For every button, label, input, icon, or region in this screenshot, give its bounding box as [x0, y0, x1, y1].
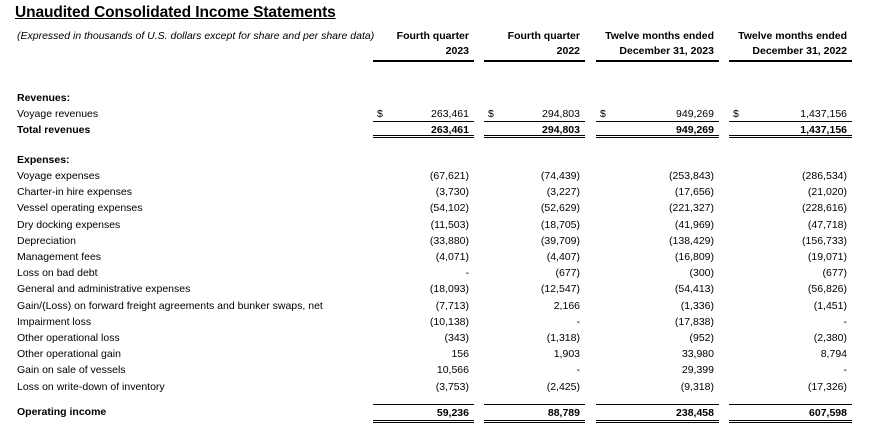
- table-row: [0, 314, 882, 330]
- value-cell: (3,227): [546, 186, 580, 199]
- value-cell: (19,071): [807, 251, 847, 263]
- row-label: Total revenues: [17, 124, 91, 136]
- value-cell: (2,380): [813, 332, 847, 344]
- value-cell: 59,236: [373, 404, 474, 423]
- value-cell: [484, 106, 585, 122]
- value-cell: -: [576, 315, 580, 328]
- value-cell: (228,616): [802, 202, 847, 215]
- value-cell: -: [576, 364, 580, 377]
- value-cell: 238,458: [596, 404, 719, 423]
- statement-subtitle: (Expressed in thousands of U.S. dollars except for share and per share data): [17, 30, 375, 42]
- expenses-section-header: [0, 152, 882, 168]
- value-cell: (3,753): [435, 380, 469, 393]
- revenues-section-header: [0, 90, 882, 106]
- value-cell: (7,713): [435, 299, 469, 312]
- column-header-line1: Fourth quarter: [507, 30, 580, 42]
- value-cell: -: [843, 315, 847, 328]
- table-row: [0, 200, 882, 216]
- value: 263,461: [431, 108, 469, 120]
- row-label: General and administrative expenses: [17, 283, 191, 296]
- value-cell: 949,269: [596, 122, 719, 138]
- value-cell: (56,826): [807, 283, 847, 296]
- value-cell: (17,656): [674, 186, 714, 199]
- row-label: Gain on sale of vessels: [17, 364, 126, 377]
- value-cell: (18,093): [429, 283, 469, 296]
- value: 294,803: [542, 108, 580, 120]
- statement-title: Unaudited Consolidated Income Statements: [15, 4, 336, 21]
- value-cell: (74,439): [540, 170, 580, 182]
- row-label: Other operational loss: [17, 332, 120, 344]
- value-cell: (221,327): [669, 202, 714, 215]
- row-label: Dry docking expenses: [17, 218, 121, 231]
- row-label: Vessel operating expenses: [17, 202, 143, 215]
- row-label: Revenues:: [17, 92, 71, 104]
- value-cell: (47,718): [807, 218, 847, 231]
- currency-symbol: $: [377, 108, 383, 120]
- value-cell: (253,843): [669, 170, 714, 182]
- column-header-line2: December 31, 2022: [752, 45, 847, 57]
- row-label: Expenses:: [17, 154, 70, 166]
- row-label: Impairment loss: [17, 315, 92, 328]
- row-label: Loss on write-down of inventory: [17, 380, 165, 393]
- row-label: Voyage revenues: [17, 108, 99, 120]
- column-header-line2: 2023: [445, 45, 469, 57]
- value-cell: (11,503): [430, 218, 469, 231]
- value-cell: (10,138): [429, 315, 469, 328]
- column-header-line2: December 31, 2023: [619, 45, 714, 57]
- value-cell: -: [843, 364, 847, 377]
- table-row: [0, 362, 882, 378]
- value-cell: (17,326): [807, 380, 847, 393]
- row-label: Gain/(Loss) on forward freight agreements and bunker swaps, net: [17, 299, 323, 312]
- row-label: Operating income: [17, 406, 107, 418]
- column-header-line1: Twelve months ended: [605, 30, 714, 42]
- value-cell: (39,709): [540, 234, 580, 247]
- column-header-q4-2022: [484, 29, 585, 62]
- value-cell: (1,318): [546, 332, 580, 344]
- value-cell: (952): [689, 332, 714, 344]
- column-header-line1: Fourth quarter: [396, 30, 469, 42]
- value-cell: 607,598: [729, 404, 852, 423]
- value-cell: (17,838): [674, 315, 714, 328]
- value-cell: [596, 106, 719, 122]
- table-row: [0, 298, 882, 314]
- column-header-line1: Twelve months ended: [738, 30, 847, 42]
- table-row: [0, 265, 882, 281]
- value-cell: (67,621): [429, 170, 469, 182]
- table-row: [0, 249, 882, 265]
- value-cell: 88,789: [484, 404, 585, 423]
- column-header-q4-2023: [373, 29, 474, 62]
- currency-symbol: $: [733, 108, 739, 120]
- table-row-voyage-revenues: [0, 106, 882, 122]
- value: 949,269: [676, 108, 714, 120]
- value-cell: (3,730): [435, 186, 469, 199]
- column-header-line2: 2022: [556, 45, 580, 57]
- value-cell: (677): [822, 267, 847, 280]
- value-cell: 10,566: [436, 364, 469, 377]
- table-row: [0, 217, 882, 233]
- table-row: [0, 184, 882, 200]
- value-cell: (300): [689, 267, 714, 280]
- table-row: [0, 233, 882, 249]
- value-cell: (1,336): [680, 299, 714, 312]
- column-header-fy-2023: [596, 29, 719, 62]
- value-cell: [373, 106, 474, 122]
- currency-symbol: $: [488, 108, 494, 120]
- value-cell: (286,534): [802, 170, 847, 182]
- value-cell: (156,733): [802, 234, 847, 247]
- row-label: Voyage expenses: [17, 170, 100, 182]
- table-row: [0, 346, 882, 362]
- table-row-operating-income: [0, 404, 882, 420]
- value-cell: (54,413): [674, 283, 714, 296]
- table-row-total-revenues: [0, 122, 882, 138]
- value-cell: (677): [555, 267, 580, 280]
- table-row: [0, 379, 882, 395]
- value-cell: (54,102): [429, 202, 469, 215]
- value-cell: (4,407): [546, 251, 580, 263]
- value-cell: 156: [451, 348, 469, 361]
- value-cell: 263,461: [373, 122, 474, 138]
- table-row: [0, 281, 882, 297]
- value-cell: 8,794: [820, 348, 847, 361]
- column-header-fy-2022: [729, 29, 852, 62]
- value-cell: 33,980: [681, 348, 714, 361]
- table-row: [0, 330, 882, 346]
- value-cell: 294,803: [484, 122, 585, 138]
- value: 1,437,156: [800, 108, 847, 120]
- row-label: Charter-in hire expenses: [17, 186, 132, 199]
- value-cell: (138,429): [669, 234, 714, 247]
- value-cell: 1,903: [553, 348, 580, 361]
- value-cell: [729, 106, 852, 122]
- value-cell: (343): [444, 332, 469, 344]
- value-cell: 29,399: [681, 364, 714, 377]
- value-cell: (41,969): [674, 218, 714, 231]
- value-cell: (12,547): [540, 283, 580, 296]
- value-cell: (33,880): [429, 234, 469, 247]
- value-cell: (1,451): [813, 299, 847, 312]
- value-cell: -: [465, 267, 469, 280]
- value-cell: (4,071): [435, 251, 469, 263]
- row-label: Other operational gain: [17, 348, 121, 361]
- value-cell: 2,166: [553, 299, 580, 312]
- row-label: Depreciation: [17, 234, 76, 247]
- table-row: [0, 168, 882, 184]
- currency-symbol: $: [600, 108, 606, 120]
- row-label: Loss on bad debt: [17, 267, 98, 280]
- row-label: Management fees: [17, 251, 102, 263]
- value-cell: 1,437,156: [729, 122, 852, 138]
- value-cell: (16,809): [674, 251, 714, 263]
- value-cell: (9,318): [680, 380, 714, 393]
- value-cell: (52,629): [540, 202, 580, 215]
- value-cell: (2,425): [546, 380, 580, 393]
- value-cell: (21,020): [807, 186, 847, 199]
- value-cell: (18,705): [540, 218, 580, 231]
